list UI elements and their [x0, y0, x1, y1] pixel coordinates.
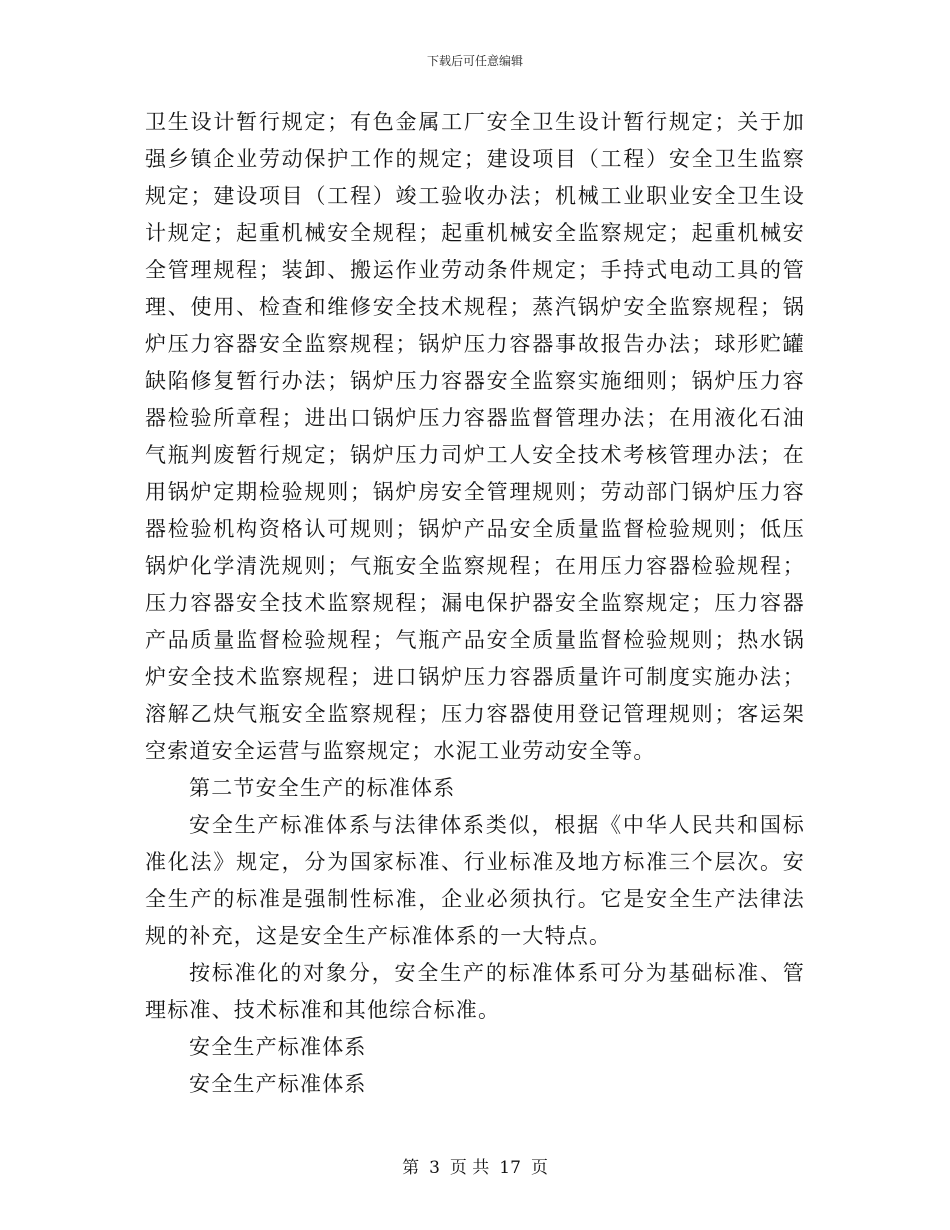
- paragraph-standard-system: 安全生产标准体系与法律体系类似，根据《中华人民共和国标准化法》规定，分为国家标准、行业标准及地方标准三个层次。安全生产的标准是强制性标准，企业必须执行。它是安全生产法律法规的补充，这是安全生产标准体系的一大特点。: [145, 813, 805, 948]
- document-body: [145, 104, 805, 1103]
- section-title: 第二节安全生产的标准体系: [189, 776, 456, 800]
- paragraph-regulations-list: 卫生设计暂行规定；有色金属工厂安全卫生设计暂行规定；关于加强乡镇企业劳动保护工作的规定；建设项目（工程）安全卫生监察规定；建设项目（工程）竣工验收办法；机械工业职业安全卫生设计规定；起重机械安全规程；起重机械安全监察规定；起重机械安全管理规程；装卸、搬运作业劳动条件规定；手持式电动工具的管理、使用、检查和维修安全技术规程；蒸汽锅炉安全监察规程；锅炉压力容器安全监察规程；锅炉压力容器事故报告办法；球形贮罐缺陷修复暂行办法；锅炉压力容器安全监察实施细则；锅炉压力容器检验所章程；进出口锅炉压力容器监督管理办法；在用液化石油气瓶判废暂行规定；锅炉压力司炉工人安全技术考核管理办法；在用锅炉定期检验规则；锅炉房安全管理规则；劳动部门锅炉压力容器检验机构资格认可规则；锅炉产品安全质量监督检验规则；低压锅炉化学清洗规则；气瓶安全监察规程；在用压力容器检验规程；压力容器安全技术监察规程；漏电保护器安全监察规定；压力容器产品质量监督检验规程；气瓶产品安全质量监督检验规则；热水锅炉安全技术监察规程；进口锅炉压力容器质量许可制度实施办法；溶解乙炔气瓶安全监察规程；压力容器使用登记管理规则；客运架空索道安全运营与监察规定；水泥工业劳动安全等。: [145, 110, 805, 763]
- footer-prefix: 第: [402, 1158, 420, 1178]
- heading-standard-system-2: 安全生产标准体系: [189, 1072, 367, 1096]
- page-footer: [0, 1153, 950, 1178]
- footer-suffix: 页: [530, 1158, 548, 1178]
- heading-standard-system-1: 安全生产标准体系: [189, 1035, 367, 1059]
- footer-total-pages: 17: [499, 1158, 521, 1178]
- page-header-note: 下载后可任意编辑: [426, 54, 523, 68]
- footer-middle: 页 共: [449, 1158, 490, 1178]
- footer-page-number: 3: [429, 1158, 440, 1178]
- paragraph-classification: 按标准化的对象分，安全生产的标准体系可分为基础标准、管理标准、技术标准和其他综合标准。: [145, 961, 805, 1022]
